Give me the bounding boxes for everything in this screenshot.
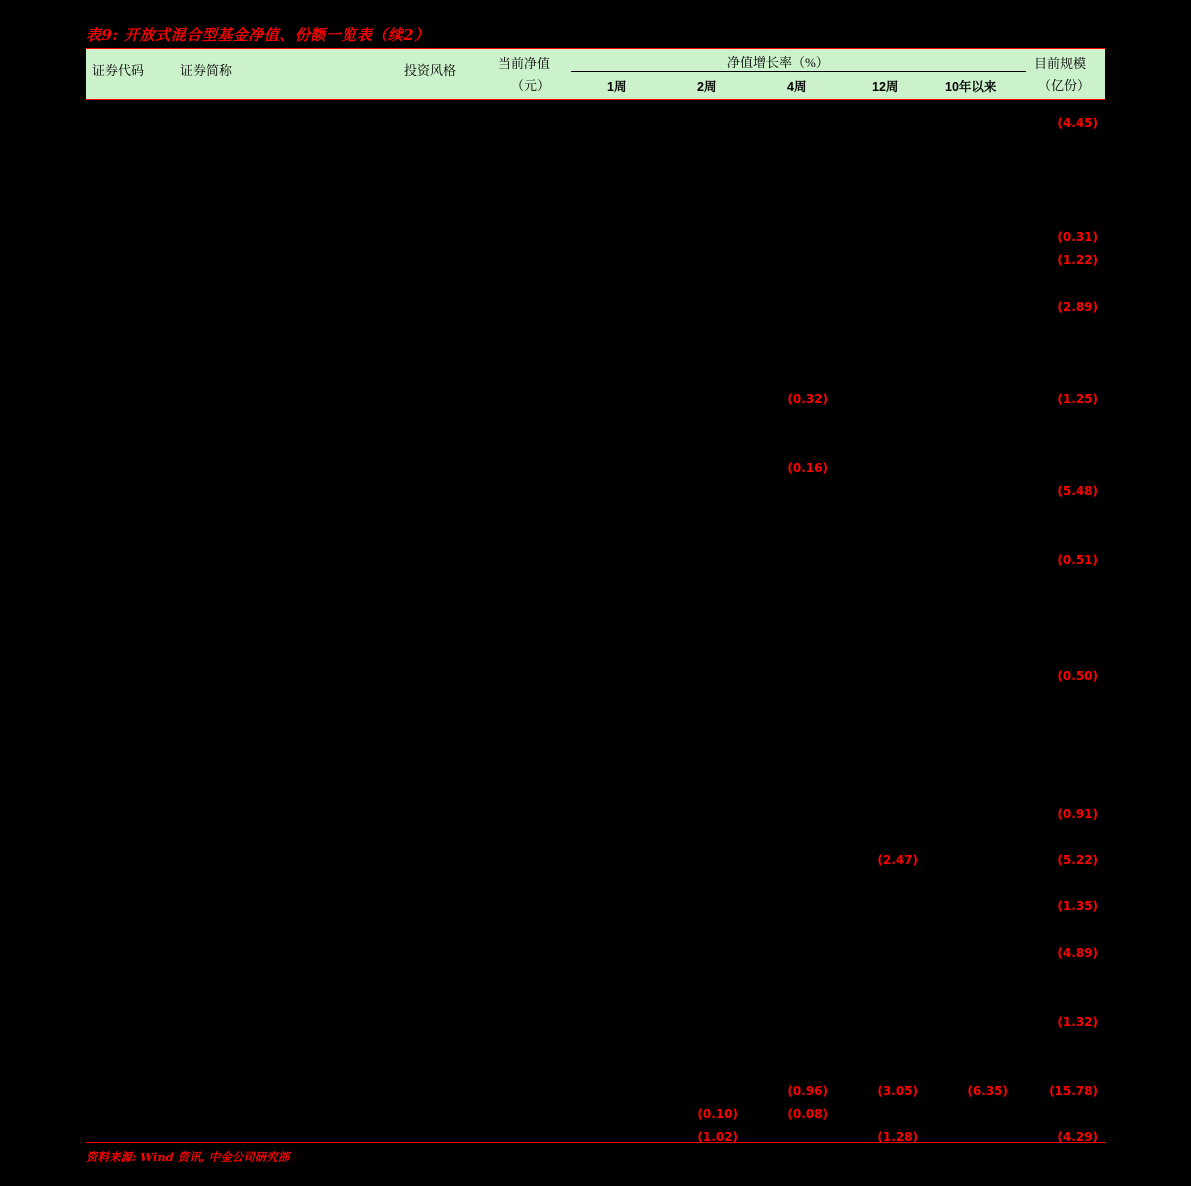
table-cell: (5.48) [1057, 484, 1098, 498]
table-cell: (6.35) [967, 1084, 1008, 1098]
table-cell: (1.02) [697, 1130, 738, 1144]
header-security-name: 证券简称 [180, 63, 233, 78]
table-cell: (0.50) [1057, 669, 1098, 683]
header-4w: 4周 [787, 80, 807, 94]
table-cell: (2.47) [877, 853, 918, 867]
table-cell: (0.16) [787, 461, 828, 475]
table-cell: (3.05) [877, 1084, 918, 1098]
fund-table [86, 48, 1105, 100]
header-growth-group: 净值增长率（%） [727, 55, 829, 70]
table-cell: (15.78) [1049, 1084, 1098, 1098]
header-security-code: 证券代码 [92, 63, 145, 78]
table-cell: (0.91) [1057, 807, 1098, 821]
table-cell: (0.32) [787, 392, 828, 406]
table-body [86, 100, 1105, 1144]
header-current-scale: 目前规模 [1034, 56, 1087, 71]
page-title: 表9: 开放式混合型基金净值、份额一览表（续2） [86, 26, 430, 44]
table-cell: (0.10) [697, 1107, 738, 1121]
table-cell: (2.89) [1057, 300, 1098, 314]
table-cell: (1.32) [1057, 1015, 1098, 1029]
table-cell: (0.08) [787, 1107, 828, 1121]
header-investment-style: 投资风格 [404, 63, 457, 78]
table-cell: (0.96) [787, 1084, 828, 1098]
header-12w: 12周 [872, 80, 899, 94]
table-cell: (1.35) [1057, 899, 1098, 913]
source-note: 资料来源: Wind 资讯, 中金公司研究部 [86, 1150, 290, 1164]
table-cell: (1.22) [1057, 253, 1098, 267]
table-cell: (4.29) [1057, 1130, 1098, 1144]
header-2w: 2周 [697, 80, 717, 94]
table-cell: (5.22) [1057, 853, 1098, 867]
table-cell: (1.28) [877, 1130, 918, 1144]
header-group-rule [571, 71, 1026, 72]
table-bottom-rule [86, 1142, 1105, 1143]
table-cell: (0.31) [1057, 230, 1098, 244]
header-current-nav-unit: （元） [511, 78, 551, 93]
table-cell: (1.25) [1057, 392, 1098, 406]
table-cell: (4.89) [1057, 946, 1098, 960]
table-cell: (0.51) [1057, 553, 1098, 567]
table-cell: (4.45) [1057, 116, 1098, 130]
table-header-band [86, 48, 1105, 100]
header-current-scale-unit: （亿份） [1038, 78, 1091, 93]
header-1w: 1周 [607, 80, 627, 94]
header-current-nav: 当前净值 [498, 56, 551, 71]
header-10y: 10年以来 [945, 80, 997, 94]
